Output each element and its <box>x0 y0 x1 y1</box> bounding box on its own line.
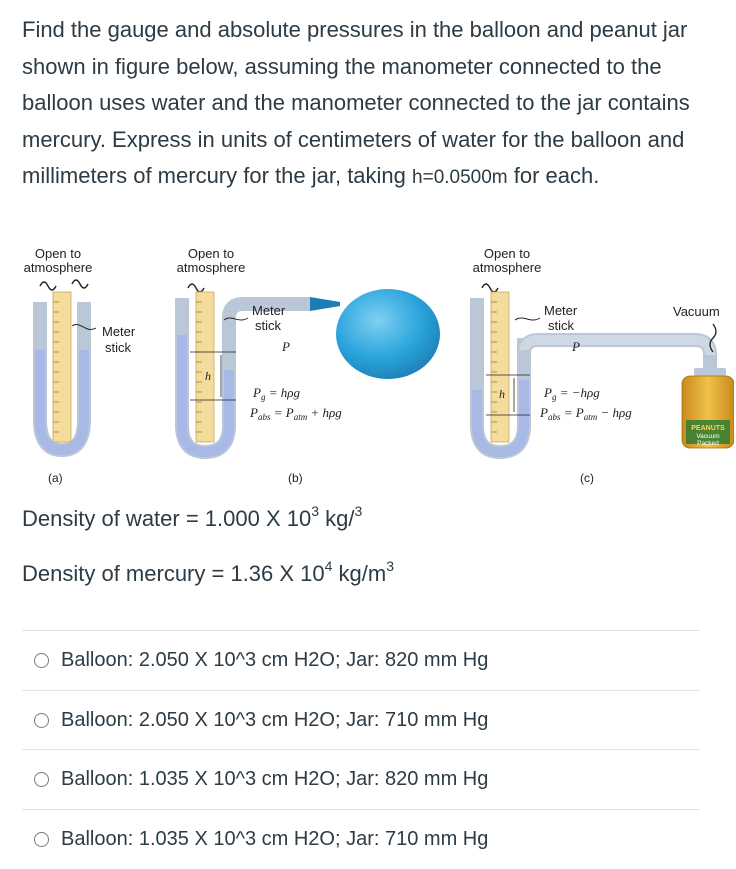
density-water: Density of water = 1.000 X $10^3$ kg/$^3$ <box>22 503 363 531</box>
answer-options <box>22 630 700 869</box>
question-tail: for each. <box>507 163 600 188</box>
b-equation-1 <box>252 385 300 402</box>
answer-option-4[interactable] <box>22 809 700 869</box>
c-open-label-1: Open to <box>483 246 531 261</box>
answer-option-2[interactable] <box>22 690 700 750</box>
a-meter-label-1: Meter <box>102 324 136 339</box>
radio-button[interactable] <box>34 832 49 847</box>
a-arrow-right-icon <box>72 280 88 288</box>
answer-label: Balloon: 1.035 X 10^3 cm H2O; Jar: 710 mm Hg <box>61 827 489 850</box>
diagram-b <box>177 246 440 485</box>
c-meter-pointer <box>515 318 540 320</box>
c-equation-1 <box>543 385 600 402</box>
c-meter-stick <box>491 292 509 442</box>
answer-option-1[interactable] <box>22 630 700 690</box>
a-meter-stick <box>53 292 71 442</box>
b-open-label-2: atmosphere <box>176 260 246 275</box>
radio-button[interactable] <box>34 713 49 728</box>
b-meter-label-1: Meter <box>252 303 286 318</box>
b-arrow-icon <box>188 284 204 292</box>
svg-text:Pg = −hρg: $P_g = -h\rho g$ <box>544 385 600 402</box>
c-caption: (c) <box>580 471 594 485</box>
b-equation-2 <box>249 405 342 422</box>
svg-text:Pabs = Patm + hρg: $P_{abs} = P_{atm} + h\rho g$ <box>250 405 342 422</box>
b-h-label: h <box>205 369 211 383</box>
answer-label: Balloon: 2.050 X 10^3 cm H2O; Jar: 710 mm Hg <box>61 708 489 731</box>
c-open-label-2: atmosphere <box>472 260 542 275</box>
svg-text:Pg = hρg: $P_g = h\rho g$ <box>253 385 300 402</box>
c-vacuum-label: Vacuum <box>673 304 720 319</box>
a-open-label-2: atmosphere <box>23 260 93 275</box>
b-balloon <box>336 289 440 379</box>
b-meter-label-2: stick <box>255 318 281 333</box>
a-arrow-left-icon <box>40 282 56 290</box>
density-mercury: Density of mercury = 1.36 X $10^4$ $kg/m^3$ <box>22 558 395 586</box>
answer-label: Balloon: 1.035 X 10^3 cm H2O; Jar: 820 mm Hg <box>61 768 489 791</box>
a-open-label-1: Open to <box>34 246 82 261</box>
question-body: Find the gauge and absolute pressures in the balloon and peanut jar shown in figure below, assuming the manometer connected to the balloon uses water and the manometer connected to the jar contains mercury. Express in units of centimeters of water for the balloon and millimeters of mercury for the jar, taking <box>22 17 690 188</box>
manometer-figure <box>10 240 734 490</box>
h-value: h=0.0500m <box>412 167 508 188</box>
b-balloon-neck <box>310 297 340 311</box>
c-jar-label-2: Vacuum <box>696 433 720 440</box>
radio-button[interactable] <box>34 772 49 787</box>
radio-button[interactable] <box>34 653 49 668</box>
c-jar-lid <box>694 368 726 376</box>
diagram-c <box>473 246 734 485</box>
c-h-label: h <box>499 387 505 401</box>
b-open-label-1: Open to <box>187 246 235 261</box>
b-pressure-label: P <box>282 339 290 354</box>
c-jar-label-1: PEANUTS <box>691 425 725 432</box>
b-meter-stick <box>196 292 214 442</box>
diagram-a <box>24 246 136 485</box>
b-caption: (b) <box>288 471 303 485</box>
c-arrow-icon <box>482 284 498 292</box>
question-text <box>22 12 722 197</box>
c-meter-label-2: stick <box>548 318 574 333</box>
a-meter-label-2: stick <box>105 340 131 355</box>
answer-option-3[interactable] <box>22 749 700 809</box>
svg-text:Pabs = Patm − hρg: $P_{abs} = P_{atm} - h\rho g$ <box>540 405 632 422</box>
c-meter-label-1: Meter <box>544 303 578 318</box>
c-equation-2 <box>539 405 632 422</box>
answer-label: Balloon: 2.050 X 10^3 cm H2O; Jar: 820 mm Hg <box>61 648 489 671</box>
a-caption: (a) <box>48 471 63 485</box>
c-pressure-label: P <box>572 339 580 354</box>
c-jar-label-3: Packed <box>697 440 719 447</box>
